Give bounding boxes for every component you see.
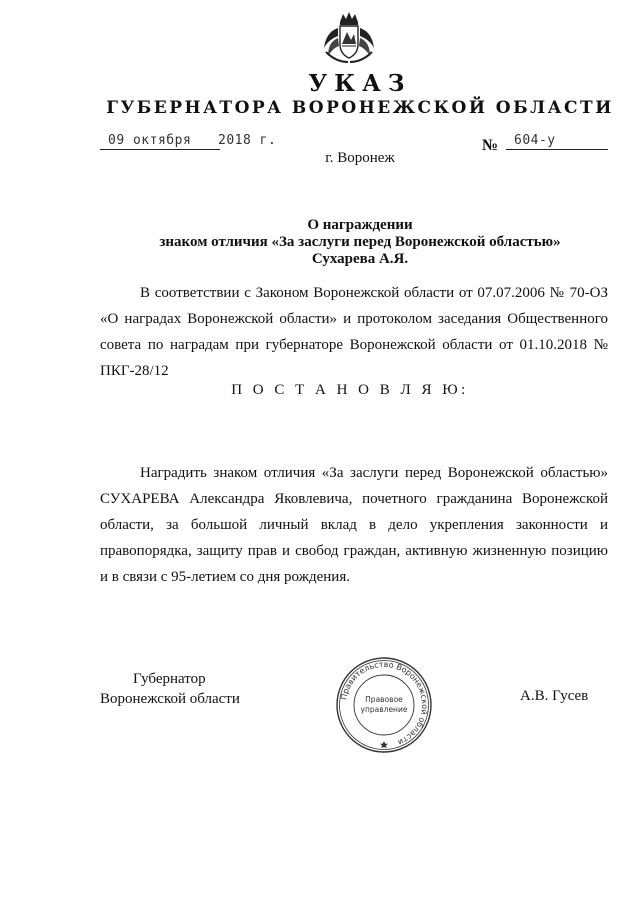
preamble-paragraph: В соответствии с Законом Воронежской области от 07.07.2006 № 70-ОЗ «О наградах Воронежской области» и протоколом заседания Общественного совета по наградам при губернаторе Воронежской области от 01.10.2018 № ПКГ-28/12 xyxy=(100,285,608,379)
official-seal-stamp xyxy=(334,655,434,755)
seal-ring-text: Правительство Воронежской области xyxy=(339,659,430,748)
document-subtitle: ГУБЕРНАТОРА ВОРОНЕЖСКОЙ ОБЛАСТИ xyxy=(106,98,614,118)
decision-paragraph: Наградить знаком отличия «За заслуги перед Воронежской областью» СУХАРЕВА Александра Яковлевича, почетного гражданина Воронежской области, за большой личный вклад в дело укрепления законности и правопорядка, защиту прав и свобод граждан, активную жизненную позицию и в связи с 95-летием со дня рождения. xyxy=(100,465,608,585)
document-date-year: 2018 г. xyxy=(218,133,277,148)
heading-line-3: Сухарева А.Я. xyxy=(311,251,409,267)
signatory-position xyxy=(100,669,240,709)
coat-of-arms-icon xyxy=(318,10,380,66)
document-heading xyxy=(0,217,640,268)
seal-center-line-2: управление xyxy=(360,705,408,714)
document-number: 604-у xyxy=(514,133,556,148)
position-line-1: Губернатор xyxy=(133,671,206,687)
city-label: г. Воронеж xyxy=(325,150,395,166)
resolve-heading: П О С Т А Н О В Л Я Ю: xyxy=(231,382,469,398)
seal-star-icon xyxy=(380,741,388,748)
signatory-name: А.В. Гусев xyxy=(520,688,589,704)
document-date-day: 09 октября xyxy=(108,133,192,148)
seal-center-line-1: Правовое xyxy=(365,695,403,704)
heading-line-2: знаком отличия «За заслуги перед Воронежской областью» xyxy=(159,234,561,250)
heading-line-1: О награждении xyxy=(307,217,413,233)
position-line-2: Воронежской области xyxy=(100,691,240,707)
number-sign: № xyxy=(482,137,499,154)
document-title: УКАЗ xyxy=(308,70,412,97)
